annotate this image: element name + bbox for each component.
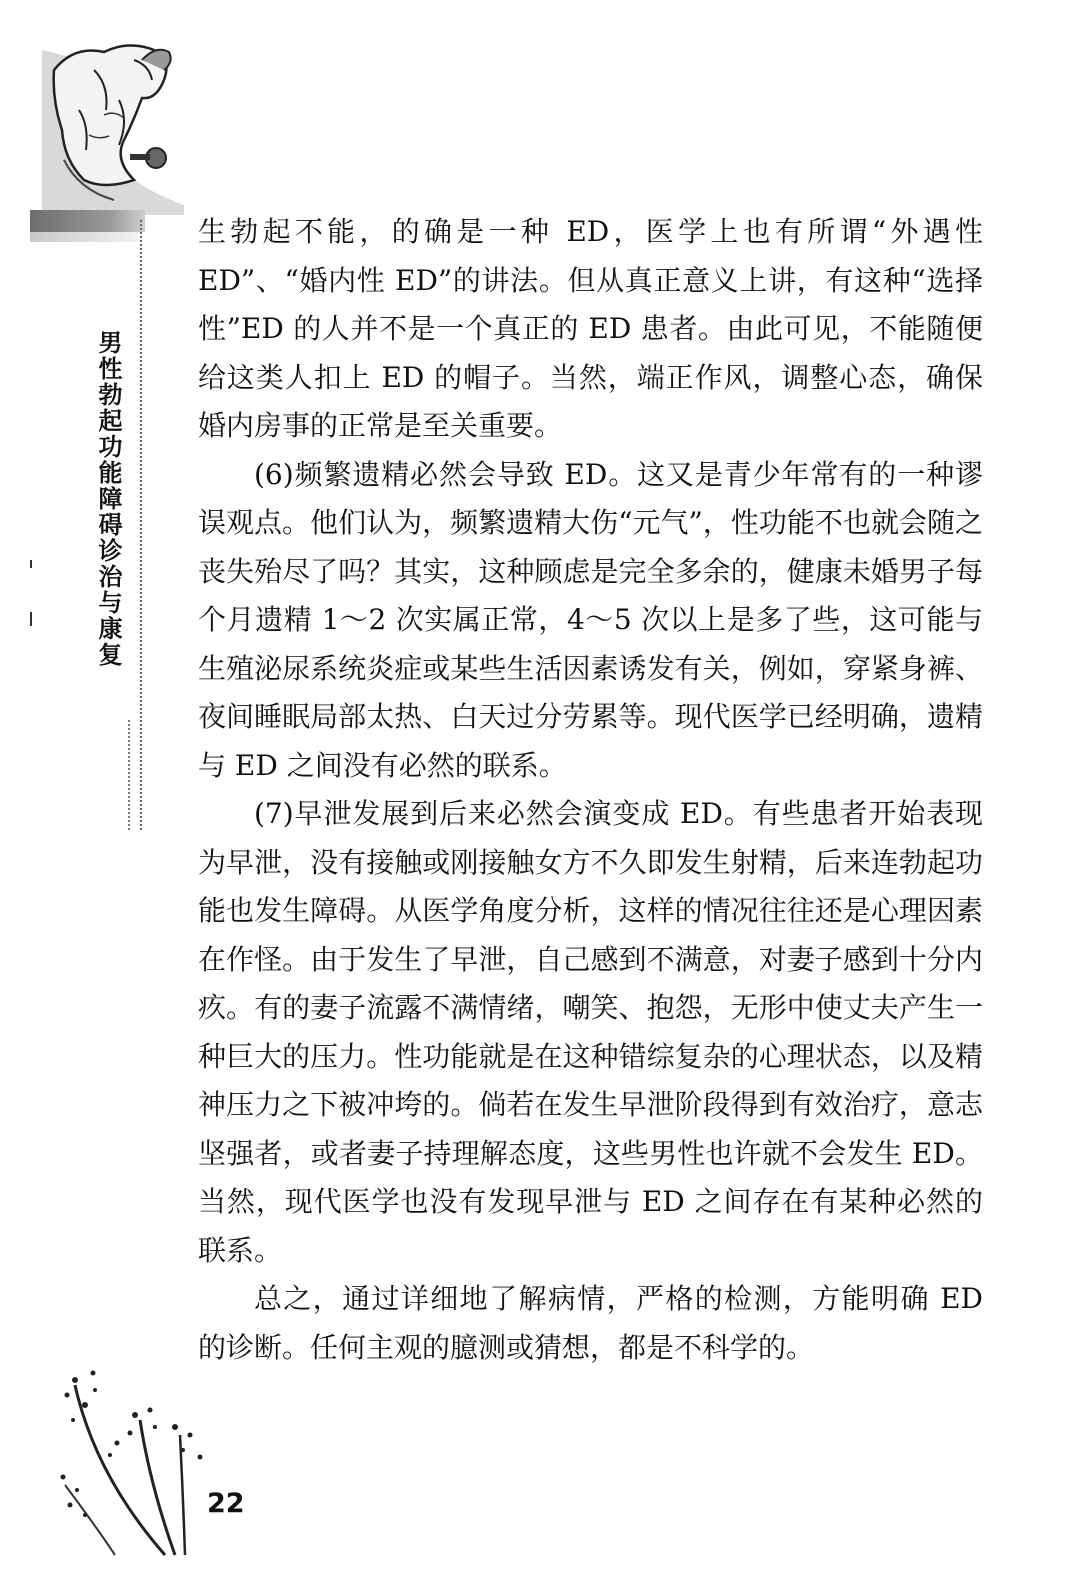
page-number: 22 xyxy=(207,1488,245,1519)
margin-dotted-rule-short xyxy=(128,720,130,830)
paragraph: (7)早泄发展到后来必然会演变成 ED。有些患者开始表现为早泄，没有接触或刚接触女方不久即发生射精，后来连勃起功能也发生障碍。从医学角度分析，这样的情况往往还是心理因素在作怪。由于发生了早泄，自己感到不满意，对妻子感到十分内疚。有的妻子流露不满情绪，嘲笑、抱怨，无形中使丈夫产生一种巨大的压力。性功能就是在这种错综复杂的心理状态，以及精神压力之下被冲垮的。倘若在发生早泄阶段得到有效治疗，意志坚强者，或者妻子持理解态度，这些男性也许就不会发生 ED。当然，现代医学也没有发现早泄与 ED 之间存在有某种必然的联系。 xyxy=(198,797,983,1267)
paragraph: 生勃起不能，的确是一种 ED，医学上也有所谓“外遇性 ED”、“婚内性 ED”的讲法。但从真正意义上讲，有这种“选择性”ED 的人并不是一个真正的 ED 患者。由此可见，不能随便给这类人扣上 ED 的帽子。当然，端正作风，调整心态，确保婚内房事的正常是至关重要。 xyxy=(198,215,983,442)
margin-band xyxy=(30,210,145,232)
margin-tick xyxy=(30,612,32,626)
paragraph: 总之，通过详细地了解病情，严格的检测，方能明确 ED 的诊断。任何主观的臆测或猜想，都是不科学的。 xyxy=(198,1282,983,1364)
running-side-title: 男性勃起功能障碍诊治与康复 xyxy=(94,330,122,668)
margin-band-shadow xyxy=(30,232,138,242)
paragraph: (6)频繁遗精必然会导致 ED。这又是青少年常有的一种谬误观点。他们认为，频繁遗精大伤“元气”，性功能不也就会随之丧失殆尽了吗？其实，这种顾虑是完全多余的，健康未婚男子每个月遗精 1～2 次实属正常，4～5 次以上是多了些，这可能与生殖泌尿系统炎症或某些生活因素诱发有关，例如，穿紧身裤、夜间睡眠局部太热、白天过分劳累等。现代医学已经明确，遗精与 ED 之间没有必然的联系。 xyxy=(198,457,983,782)
margin-tick xyxy=(30,560,32,568)
bodybuilder-illustration xyxy=(34,40,184,215)
body-text xyxy=(198,208,983,1372)
margin-dotted-rule xyxy=(140,220,142,830)
floral-sprig-decoration xyxy=(55,1365,225,1560)
